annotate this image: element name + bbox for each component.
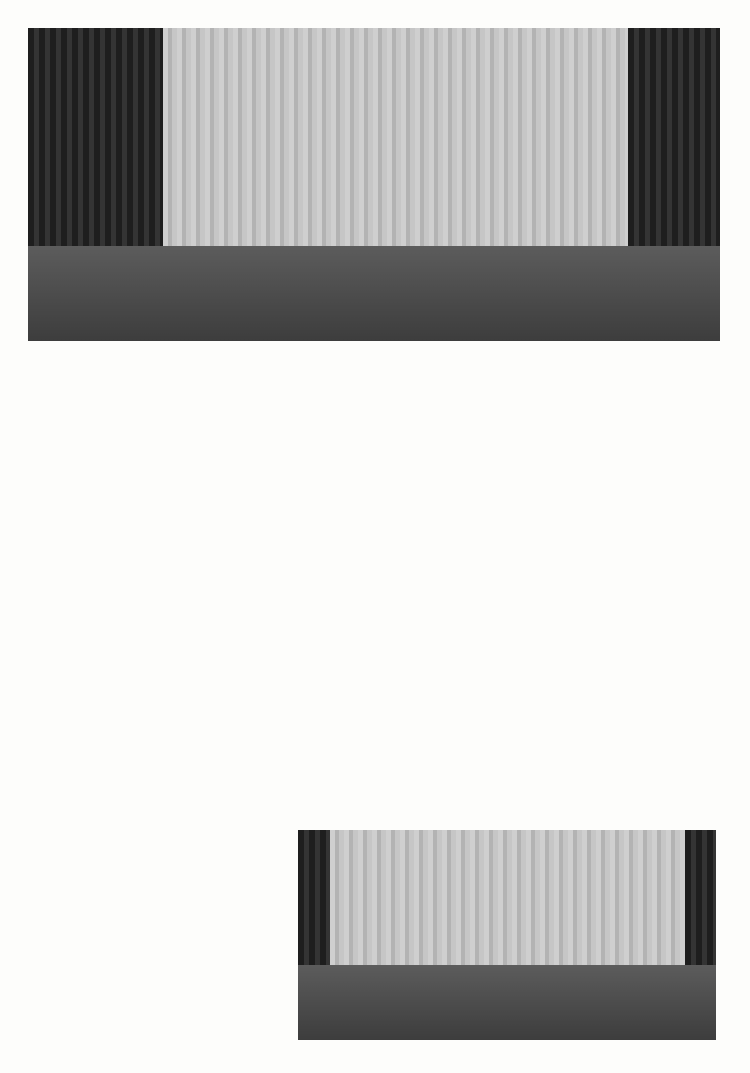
first-orchestra-photo <box>28 28 720 341</box>
second-orchestra-photo <box>298 830 716 1040</box>
article-body <box>29 531 401 535</box>
